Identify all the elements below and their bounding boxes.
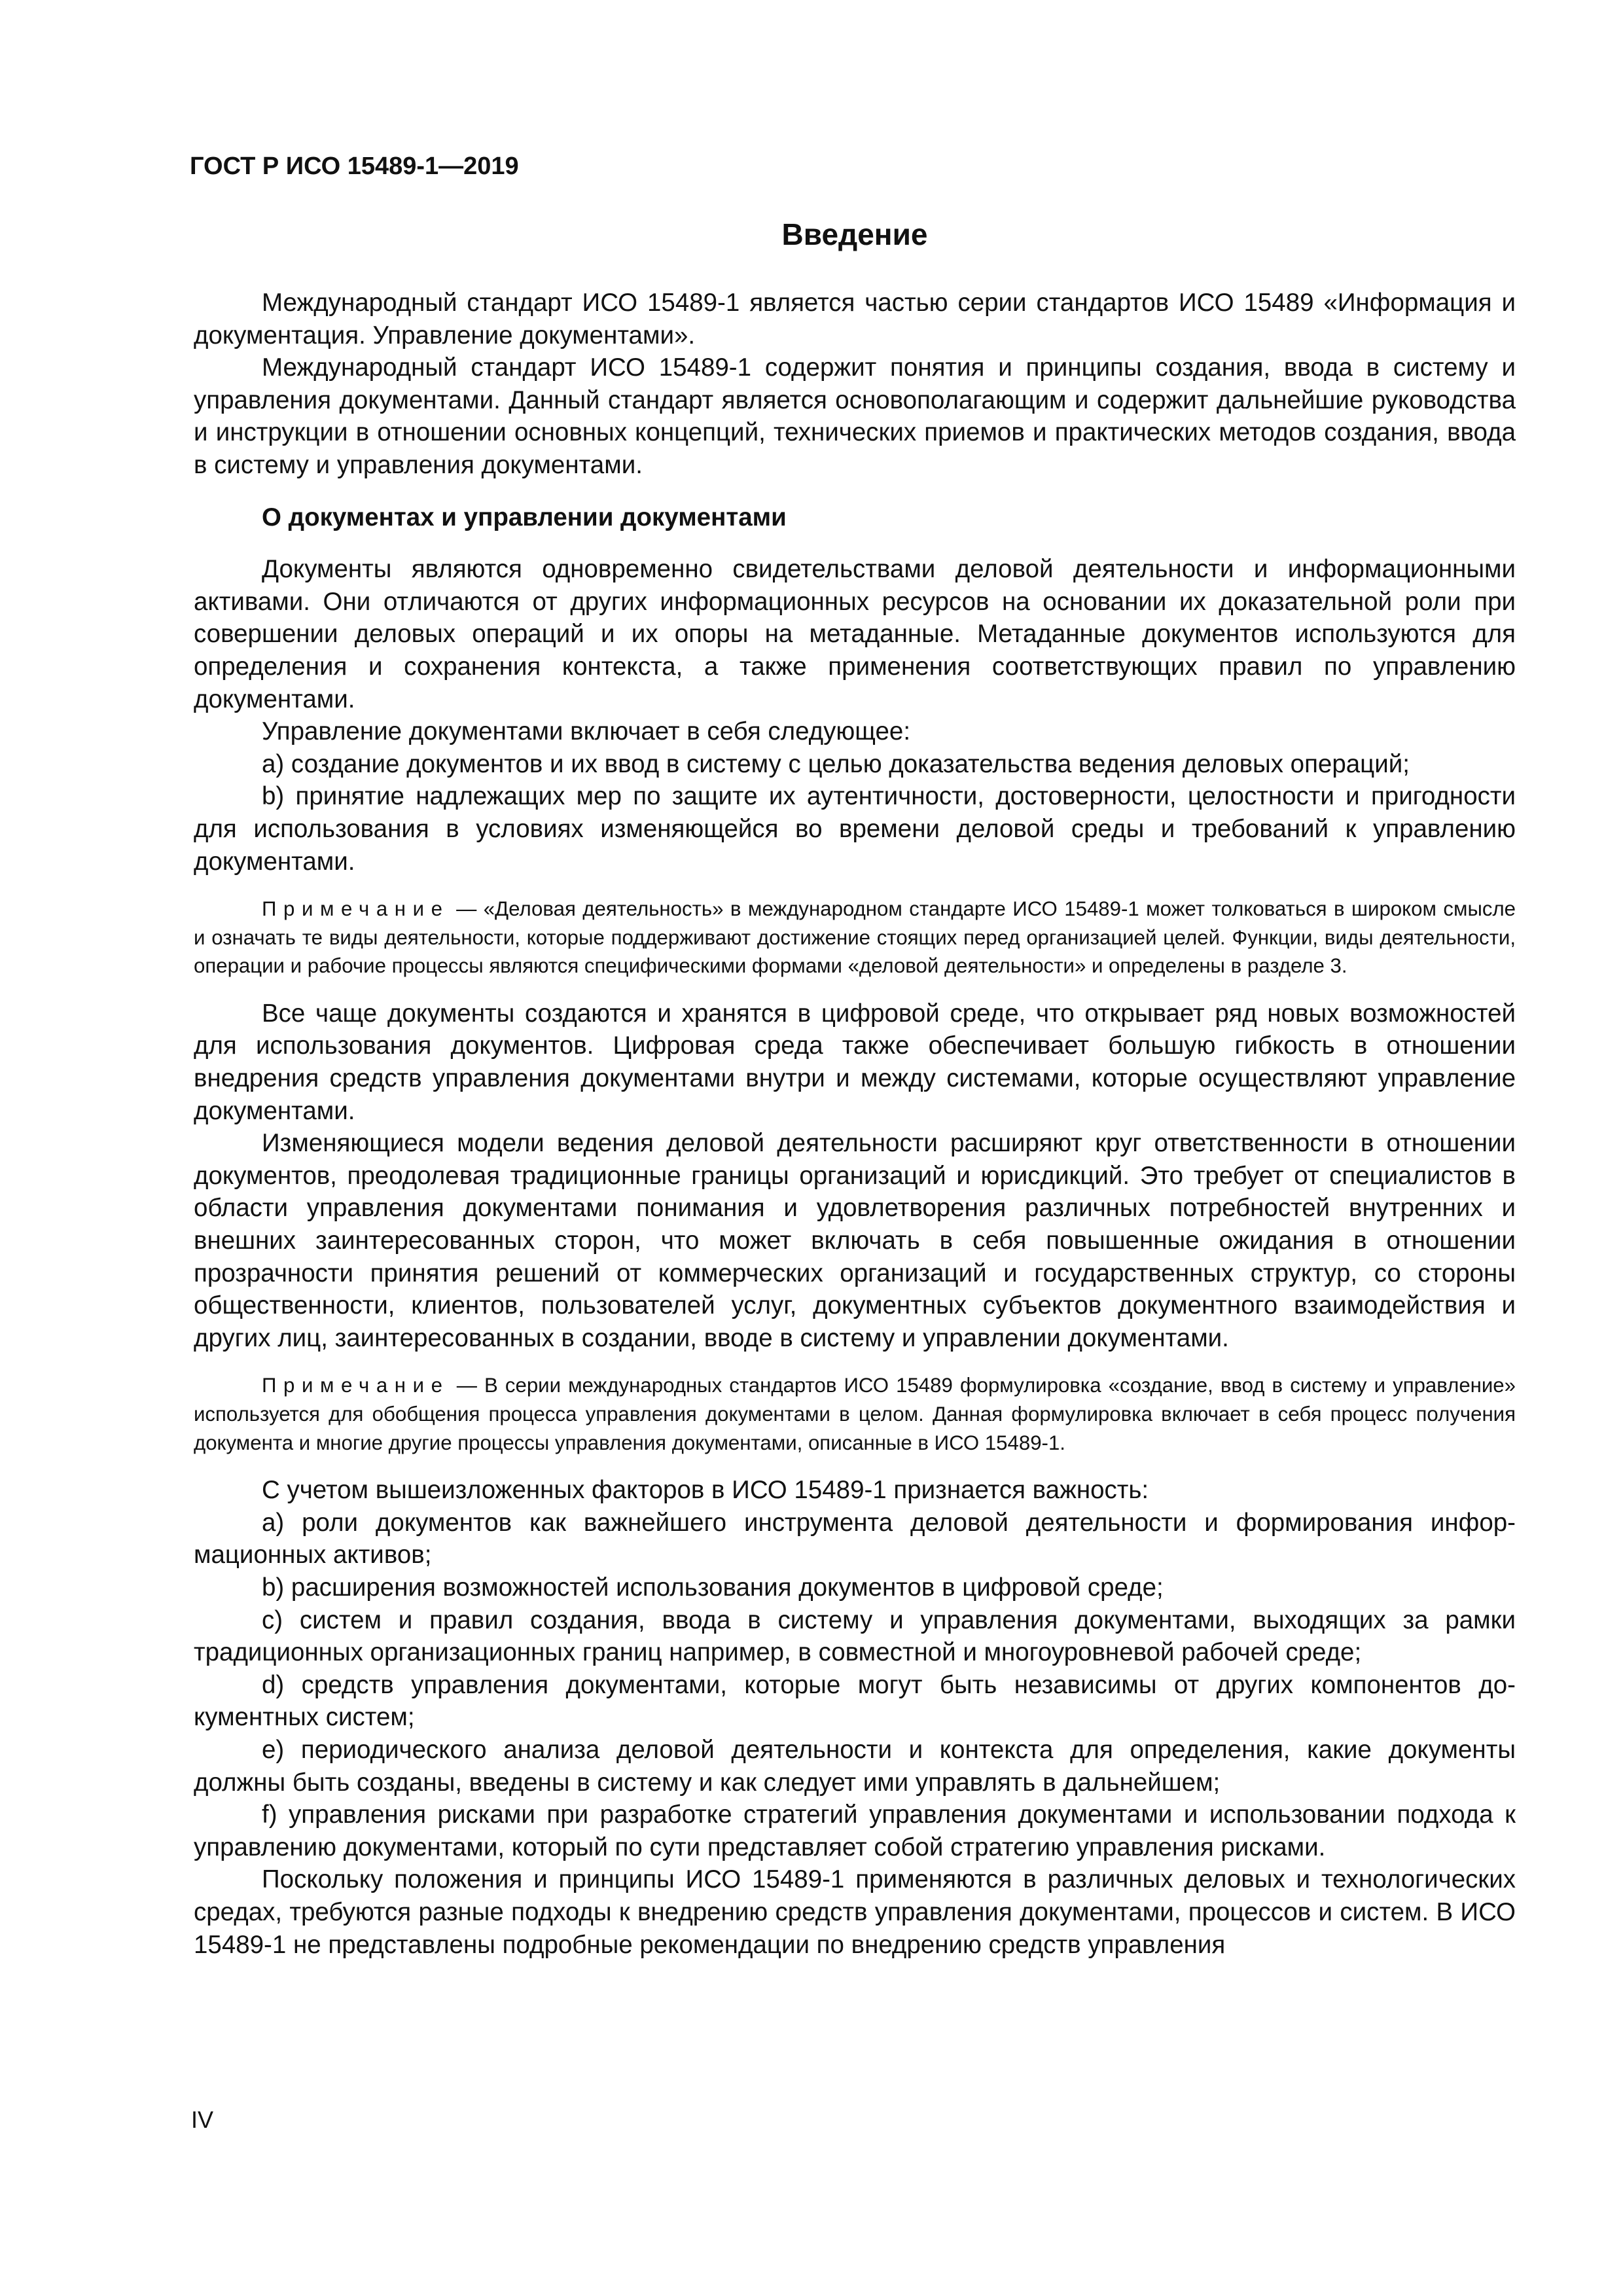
paragraph: Международный стандарт ИСО 15489-1 является частью серии стандартов ИСО 15489 «Информация и документация. Управление документами».	[194, 289, 1516, 350]
list-item: b) расширения возможностей использования документов в цифровой среде;	[262, 1573, 1164, 1602]
subsection-heading: О документах и управлении документами	[262, 503, 787, 531]
note	[194, 895, 1516, 980]
list-item: c) систем и правил создания, ввода в систему и управления документами, выходящих за рамки традиционных организационных границ например, в совместной и многоуровневой рабочей среде;	[194, 1605, 1516, 1667]
standard-code-header: ГОСТ Р ИСО 15489-1—2019	[190, 152, 519, 180]
paragraph: Поскольку положения и принципы ИСО 15489-1 применяются в различных деловых и технологических средах, требуются разные подходы к внедрению средств управления документами, процессов и систем. В ИСО 15489-1 не представлены подробные рекомендации по внедрению средств управления	[194, 1865, 1516, 1959]
note-label: Примечание	[262, 1374, 450, 1397]
note-text: — В серии международных стандартов ИСО 15489 формулировка «создание, ввод в систему и управление» используется для обобщения процесса управления документами в целом. Данная формулировка включает в себя процесс получения документа и многие другие процессы управления документами, описанные в ИСО 15489-1.	[194, 1374, 1516, 1454]
paragraph: Все чаще документы создаются и хранятся в цифровой среде, что открывает ряд новых возможностей для использования документов. Цифровая среда также обеспечивает большую гибкость в отношении внедрения средств управления документами внутри и между системами, которые осуществляют управление документами.	[194, 999, 1516, 1125]
page-number: IV	[191, 2106, 214, 2133]
section-title: Введение	[781, 217, 928, 251]
list-item: e) периодического анализа деловой деятельности и контекста для определения, какие документы должны быть созданы, введены в систему и как следует ими управлять в дальнейшем;	[194, 1735, 1516, 1797]
note	[194, 1371, 1516, 1457]
paragraph: Управление документами включает в себя следующее:	[262, 717, 911, 746]
paragraph: Документы являются одновременно свидетельствами деловой деятельности и информационными активами. Они отличаются от других информационных ресурсов на основании их доказательной роли при совершении деловых операций и их опоры на метаданные. Метаданные документов используются для определения и сохранения контекста, а также применения соответствующих правил по управлению документами.	[194, 555, 1516, 713]
list-item: b) принятие надлежащих мер по защите их аутентичности, достоверности, целостности и пригодности для использования в условиях изменяющейся во времени деловой среды и требований к управлению документами.	[194, 782, 1516, 876]
list-item: a) роли документов как важнейшего инструмента деловой деятельности и формирования информационных активов;	[194, 1508, 1516, 1570]
list-item: f) управления рисками при разработке стратегий управления документами и использовании подхода к управлению документами, который по сути представляет собой стратегию управления рисками.	[194, 1801, 1516, 1861]
paragraph: Изменяющиеся модели ведения деловой деятельности расширяют круг ответственности в отношении документов, преодолевая традиционные границы организаций и юрисдикций. Это требует от специалистов в области управления документами понимания и удовлетворения различных потребностей внутренних и внешних заинтересованных сторон, что может включать в себя повышенные ожидания в отношении прозрачности принятия решений от коммерческих организаций и государственных структур, со стороны общественности, клиентов, пользователей услуг, документных субъектов документного взаимодействия и других лиц, заинтересованных в создании, вводе в систему и управлении документами.	[194, 1129, 1516, 1352]
paragraph: С учетом вышеизложенных факторов в ИСО 15489-1 признается важность:	[262, 1476, 1149, 1505]
paragraph: Международный стандарт ИСО 15489-1 содержит понятия и принципы создания, ввода в систему и управления документами. Данный стандарт является основополагающим и содержит дальнейшие руководства и инструкции в отношении основных концепций, технических приемов и практических методов создания, ввода в систему и управления документами.	[194, 353, 1516, 479]
list-item: a) создание документов и их ввод в систему с целью доказательства ведения деловых операций;	[262, 749, 1410, 778]
list-item: d) средств управления документами, которые могут быть независимы от других компонентов документных систем;	[194, 1670, 1516, 1732]
note-text: — «Деловая деятельность» в международном стандарте ИСО 15489-1 может толковаться в широком смысле и означать те виды деятельности, которые поддерживают достижение стоящих перед организацией целей. Функции, виды деятельности, операции и рабочие процессы являются специфическими формами «деловой деятельности» и определены в разделе 3.	[194, 897, 1516, 978]
note-label: Примечание	[262, 897, 450, 921]
page-content	[194, 216, 1516, 1961]
